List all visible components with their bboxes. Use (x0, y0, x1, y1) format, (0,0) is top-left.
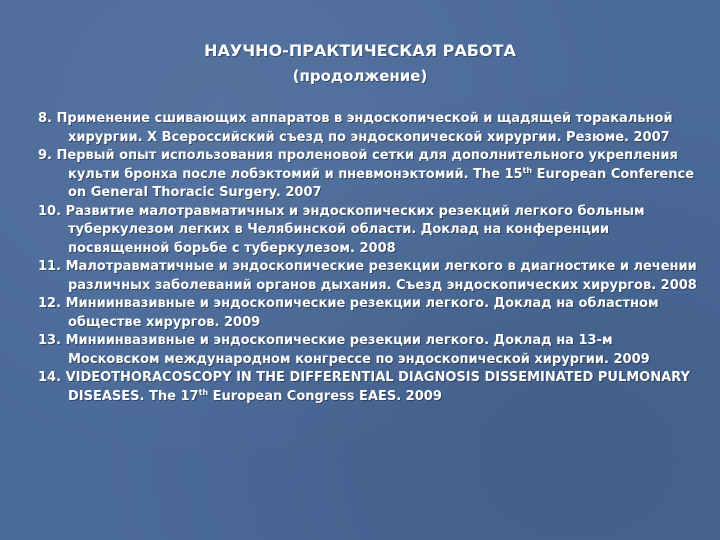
list-item (38, 147, 698, 203)
slide-title (0, 38, 720, 88)
item-number: 10. (38, 203, 62, 219)
list-item (38, 332, 698, 369)
item-text: Малотравматичные и эндоскопические резекции легкого в диагностике и лечении различных заболеваний органов дыхания. Съезд эндоскопических хирургов. 2008 (65, 259, 697, 293)
item-text-cont: European Congress EAES. 2009 (208, 388, 442, 404)
item-number: 9. (38, 148, 52, 163)
title-subline: (продолжение) (292, 67, 428, 85)
item-text: Развитие малотравматичных и эндоскопических резекций легкого больным туберкулезом легких в Челябинской области. Доклад на конференции посвященной борьбе с туберкулезом. 2008 (65, 203, 645, 256)
list-item (38, 258, 698, 295)
item-number: 8. (38, 111, 52, 126)
item-text: VIDEOTHORACOSCOPY IN THE DIFFERENTIAL DIAGNOSIS DISSEMINATED PULMONARY DISEASES. The 17 (65, 370, 690, 404)
publication-list (38, 110, 698, 406)
item-number: 14. (38, 370, 62, 385)
item-text-cont: European Conference on General Thoracic Surgery. 2007 (68, 166, 695, 200)
item-text: Миниинвазивные и эндоскопические резекции легкого. Доклад на областном обществе хирургов. 2009 (65, 296, 659, 330)
ordinal-superscript: th (522, 165, 533, 175)
item-text: Применение сшивающих аппаратов в эндоскопической и щадящей торакальной хирургии. Х Всероссийский съезд по эндоскопической хирургии. Резюме. 2007 (56, 111, 673, 145)
title-line: НАУЧНО-ПРАКТИЧЕСКАЯ РАБОТА (204, 41, 516, 60)
ordinal-superscript: th (198, 387, 209, 397)
list-item (38, 110, 698, 147)
list-item (38, 203, 698, 259)
item-text: Первый опыт использования проленовой сетки для дополнительного укрепления культи бронха после лобэктомий и пневмонэктомий. The 15 (56, 148, 678, 182)
list-item (38, 295, 698, 332)
item-text: Миниинвазивные и эндоскопические резекции легкого. Доклад на 13-м Московском международном конгрессе по эндоскопической хирургии. 2009 (65, 333, 650, 367)
item-number: 12. (38, 296, 62, 311)
item-number: 11. (38, 259, 62, 274)
list-item (38, 369, 698, 406)
item-number: 13. (38, 333, 62, 348)
